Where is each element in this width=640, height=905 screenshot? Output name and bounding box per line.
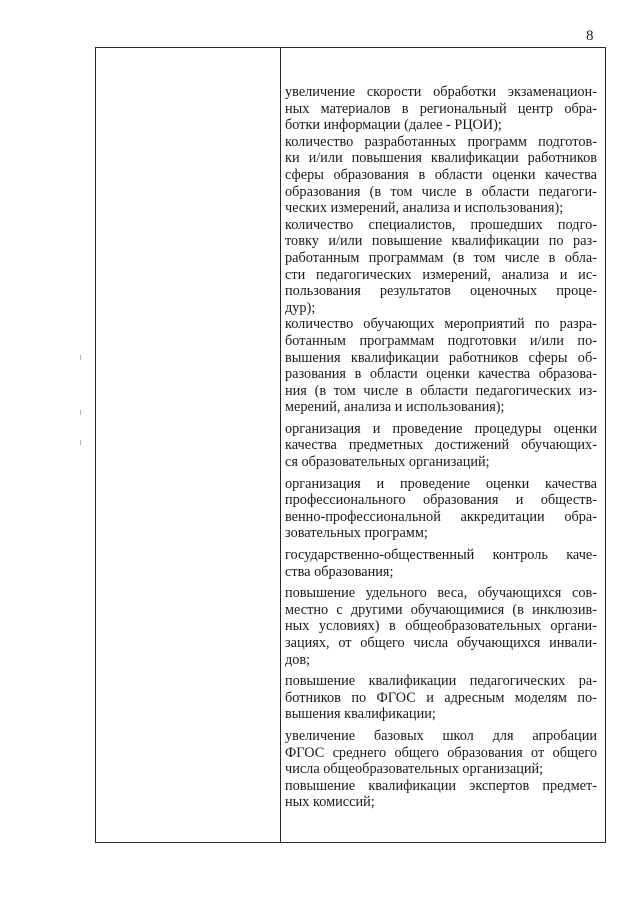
- text-line: мерений, анализа и использования);: [285, 399, 505, 416]
- text-line: количество обучающих мероприятий по разра-: [285, 316, 597, 333]
- text-line: сти педагогических измерений, анализа и ис-: [285, 266, 597, 283]
- text-line: вышения квалификации работников сферы об-: [285, 349, 597, 366]
- text-line: ных условиях) в общеобразовательных органи-: [285, 618, 597, 635]
- text-line: ных комиссий;: [285, 794, 375, 811]
- text-line: повышение квалификации экспертов предмет-: [285, 777, 597, 794]
- text-line: венно-профессиональной аккредитации обра-: [285, 508, 597, 525]
- text-line: ния (в том числе в области педагогических из-: [285, 382, 597, 399]
- text-line: увеличение скорости обработки экзаменацион-: [285, 84, 597, 100]
- text-line: количество разработанных программ подготов-: [285, 133, 597, 150]
- list-item: [285, 673, 597, 723]
- list-item: [285, 547, 597, 580]
- list-item: [285, 585, 597, 668]
- list-item: [285, 778, 597, 811]
- text-line: ческих измерений, анализа и использования);: [285, 200, 564, 217]
- text-line: повышение удельного веса, обучающихся сов-: [285, 585, 597, 602]
- text-line: увеличение базовых школ для апробации: [285, 727, 597, 744]
- text-line: государственно-общественный контроль каче-: [285, 547, 597, 564]
- text-line: ФГОС среднего общего образования от общего: [285, 744, 597, 761]
- table-cell-right: [285, 84, 597, 811]
- text-line: зациях, от общего числа обучающихся инвали-: [285, 635, 597, 651]
- column-divider: [280, 47, 281, 843]
- list-item: [285, 728, 597, 778]
- text-line: сферы образования в области оценки качества: [285, 166, 597, 183]
- text-line: товку и/или повышение квалификации по раз-: [285, 233, 597, 250]
- scan-mark: [80, 355, 81, 360]
- text-line: дур);: [285, 299, 316, 316]
- text-line: качества предметных достижений обучающих-: [285, 437, 597, 454]
- list-item: [285, 217, 597, 317]
- text-line: повышение квалификации педагогических ра-: [285, 673, 597, 690]
- text-line: организация и проведение оценки качества: [285, 475, 597, 492]
- text-line: профессионального образования и обществ-: [285, 492, 597, 509]
- text-line: ки и/или повышения квалификации работников: [285, 150, 597, 167]
- text-line: количество специалистов, прошедших подго-: [285, 216, 597, 233]
- list-item: [285, 421, 597, 471]
- text-line: местно с другими обучающимися (в инклюзив-: [285, 601, 597, 618]
- text-line: пользования результатов оценочных проце-: [285, 283, 597, 300]
- text-line: образования (в том числе в области педагоги-: [285, 183, 597, 200]
- text-line: работанным программам (в том числе в обла-: [285, 249, 597, 266]
- text-line: ботников по ФГОС и адресным моделям по-: [285, 689, 597, 706]
- list-item: [285, 84, 597, 134]
- page-number: 8: [586, 28, 594, 44]
- list-item: [285, 316, 597, 416]
- text-line: вышения квалификации;: [285, 706, 436, 723]
- list-item: [285, 134, 597, 217]
- text-line: ботки информации (далее - РЦОИ);: [285, 117, 502, 134]
- text-line: организация и проведение процедуры оценки: [285, 420, 597, 437]
- text-line: разования в области оценки качества образова-: [285, 366, 597, 383]
- scan-mark: [80, 410, 81, 415]
- text-line: дов;: [285, 651, 311, 668]
- text-line: ных материалов в региональный центр обра-: [285, 100, 597, 117]
- scan-mark: [80, 440, 81, 445]
- text-line: ботанным программам подготовки и/или по-: [285, 332, 597, 349]
- text-line: ства образования;: [285, 563, 394, 580]
- text-line: зовательных программ;: [285, 525, 428, 542]
- text-line: числа общеобразовательных организаций;: [285, 761, 544, 778]
- list-item: [285, 476, 597, 542]
- text-line: ся образовательных организаций;: [285, 454, 490, 471]
